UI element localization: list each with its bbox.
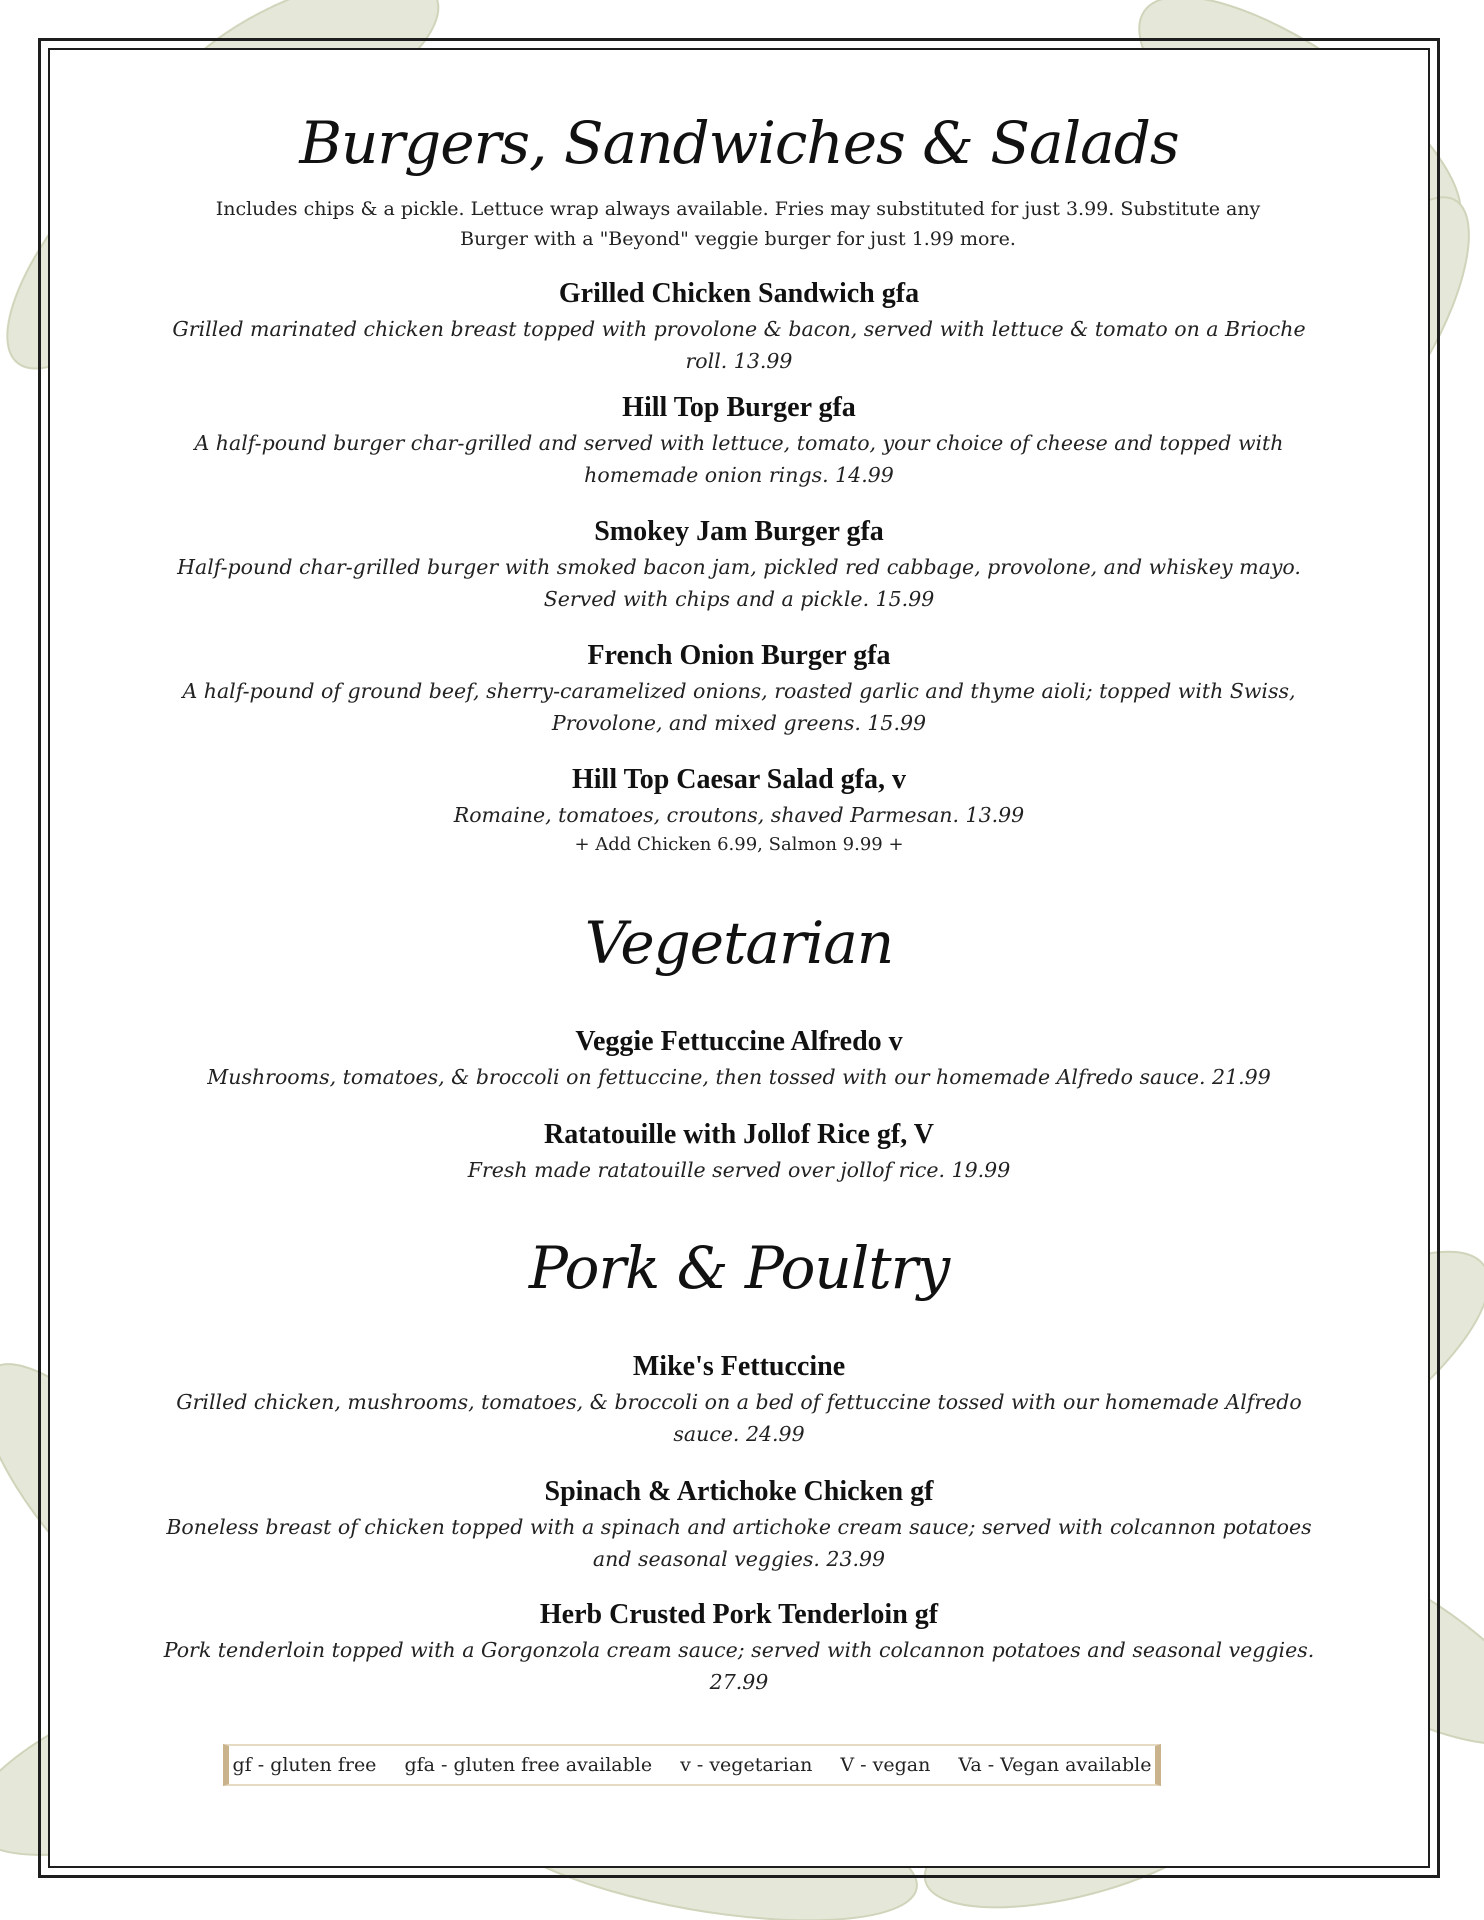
- section-title-vegetarian: Vegetarian: [584, 909, 894, 977]
- menu-item: [158, 1598, 1320, 1698]
- legend-item: Va - Vegan available: [958, 1754, 1152, 1776]
- dish-name: Grilled Chicken Sandwich gfa: [558, 278, 920, 309]
- dish-description: A half-pound of ground beef, sherry-caramelized onions, roasted garlic and thyme aioli; topped with Swiss, Provolone, and mixed greens. 15.99: [182, 679, 1296, 735]
- dish-name: Hill Top Burger gfa: [622, 392, 856, 423]
- menu-item: [158, 1475, 1320, 1575]
- dish-description: Mushrooms, tomatoes, & broccoli on fettuccine, then tossed with our homemade Alfredo sauce. 21.99: [207, 1065, 1271, 1089]
- section-intro: Includes chips & a pickle. Lettuce wrap always available. Fries may substituted for just 3.99. Substitute any Burger with a "Beyond" veggie burger for just 1.99 more.: [215, 198, 1261, 250]
- menu-item: [158, 515, 1320, 615]
- menu-item: [158, 1350, 1320, 1450]
- dish-name: Veggie Fettuccine Alfredo v: [575, 1026, 903, 1057]
- dish-name: Smokey Jam Burger gfa: [594, 516, 884, 547]
- dish-name: Mike's Fettuccine: [632, 1351, 846, 1382]
- section-title-pork-poultry: Pork & Poultry: [528, 1234, 950, 1302]
- menu-item: [158, 639, 1320, 739]
- legend-item: gf - gluten free: [232, 1754, 377, 1776]
- dish-description: Pork tenderloin topped with a Gorgonzola cream sauce; served with colcannon potatoes and seasonal veggies. 27.99: [163, 1638, 1315, 1694]
- dish-name: Hill Top Caesar Salad gfa, v: [571, 764, 906, 795]
- dish-description: Fresh made ratatouille served over jollof rice. 19.99: [467, 1158, 1011, 1182]
- dish-description: Grilled chicken, mushrooms, tomatoes, & broccoli on a bed of fettuccine tossed with our homemade Alfredo sauce. 24.99: [176, 1390, 1302, 1446]
- legend-item: V - vegan: [840, 1754, 931, 1776]
- dish-name: Ratatouille with Jollof Rice gf, V: [544, 1119, 934, 1150]
- legend-item: v - vegetarian: [680, 1754, 813, 1776]
- menu-page: [48, 48, 1430, 1868]
- menu-item: [158, 763, 1320, 859]
- dish-name: Spinach & Artichoke Chicken gf: [544, 1476, 934, 1507]
- section-title-burgers: Burgers, Sandwiches & Salads: [299, 109, 1179, 177]
- menu-item: [158, 1118, 1320, 1186]
- menu-item: [158, 1025, 1320, 1093]
- legend-item: gfa - gluten free available: [404, 1754, 653, 1776]
- dietary-legend: [223, 1744, 1161, 1786]
- dish-addons: + Add Chicken 6.99, Salmon 9.99 +: [574, 834, 904, 855]
- dish-name: Herb Crusted Pork Tenderloin gf: [539, 1599, 939, 1630]
- dish-description: Boneless breast of chicken topped with a spinach and artichoke cream sauce; served with colcannon potatoes and seasonal veggies. 23.99: [166, 1515, 1312, 1571]
- dish-name: French Onion Burger gfa: [587, 640, 891, 671]
- menu-item: [158, 391, 1320, 491]
- dish-description: A half-pound burger char-grilled and served with lettuce, tomato, your choice of cheese and topped with homemade onion rings. 14.99: [194, 431, 1284, 487]
- dish-description: Half-pound char-grilled burger with smoked bacon jam, pickled red cabbage, provolone, and whiskey mayo. Served with chips and a pickle. 15.99: [177, 555, 1301, 611]
- dish-description: Romaine, tomatoes, croutons, shaved Parmesan. 13.99: [453, 803, 1025, 827]
- dish-description: Grilled marinated chicken breast topped with provolone & bacon, served with lettuce & tomato on a Brioche roll. 13.99: [172, 317, 1306, 373]
- menu-item: [158, 277, 1320, 377]
